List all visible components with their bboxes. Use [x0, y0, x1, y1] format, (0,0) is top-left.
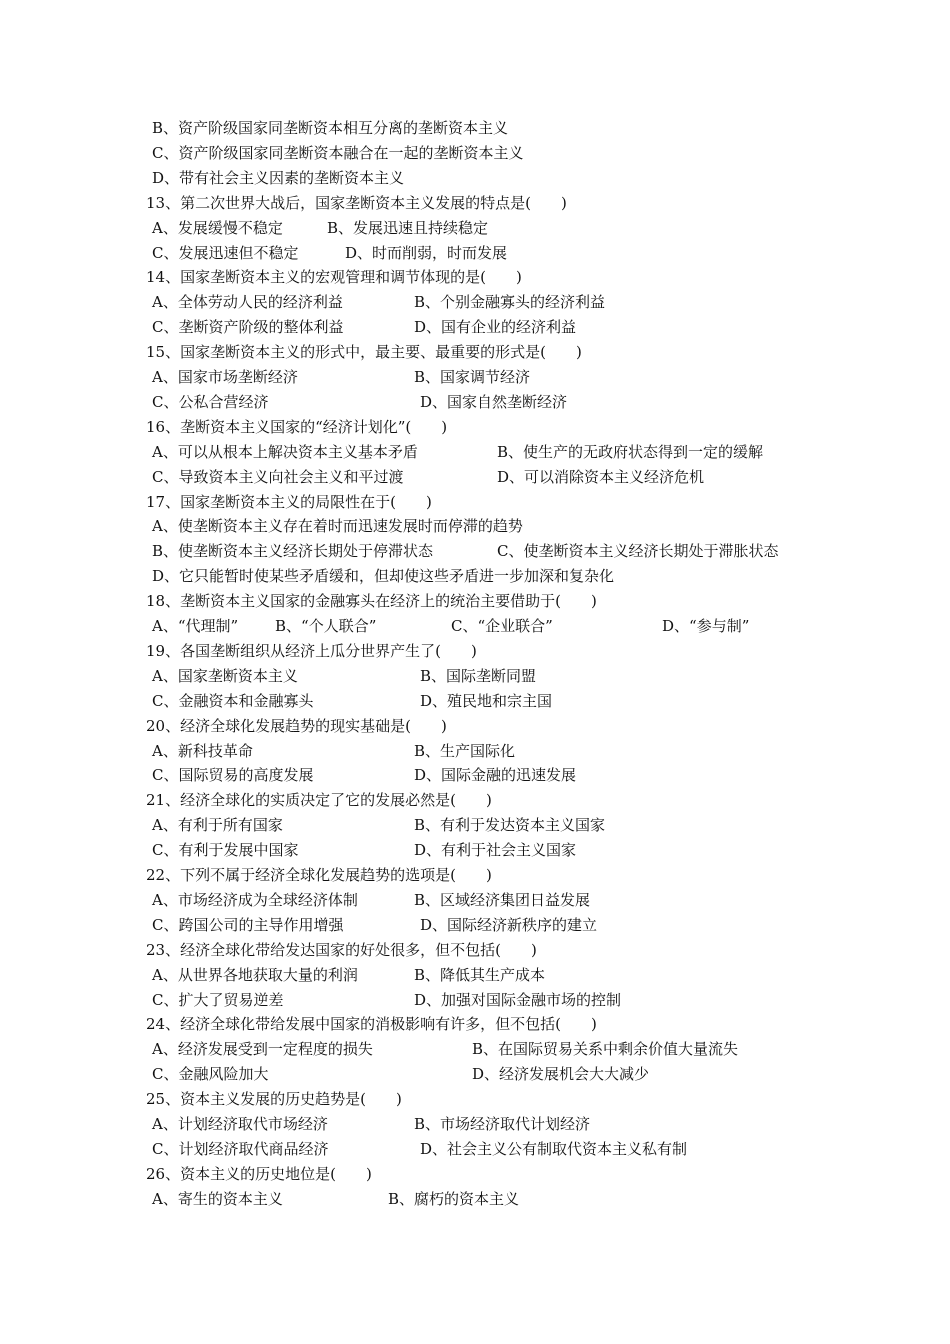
answer-option: B、“个人联合” — [275, 617, 377, 635]
answer-option: D、带有社会主义因素的垄断资本主义 — [152, 168, 405, 187]
option-row — [0, 514, 950, 539]
answer-option: D、有利于社会主义国家 — [414, 841, 577, 860]
answer-option: A、从世界各地获取大量的利润 — [152, 965, 358, 984]
answer-option: D、它只能暂时使某些矛盾缓和，但却使这些矛盾进一步加深和复杂化 — [152, 567, 615, 586]
option-row — [0, 838, 950, 863]
option-row — [0, 141, 950, 166]
answer-option: C、公私合营经济 — [152, 392, 269, 411]
question-stem: 25、资本主义发展的历史趋势是( ) — [146, 1090, 402, 1109]
option-row — [0, 614, 950, 639]
question-stem: 18、垄断资本主义国家的金融寡头在经济上的统治主要借助于( ) — [146, 592, 597, 611]
option-row — [0, 1062, 950, 1087]
answer-option: C、金融资本和金融寡头 — [152, 691, 314, 710]
option-row — [0, 440, 950, 465]
answer-option: D、国有企业的经济利益 — [414, 318, 577, 337]
option-row — [0, 539, 950, 564]
question-stem: 14、国家垄断资本主义的宏观管理和调节体现的是( ) — [146, 268, 522, 287]
answer-option: C、有利于发展中国家 — [152, 841, 299, 860]
answer-option: A、市场经济成为全球经济体制 — [152, 890, 358, 909]
option-row — [0, 116, 950, 141]
option-row — [0, 564, 950, 589]
answer-option: C、计划经济取代商品经济 — [152, 1139, 329, 1158]
answer-option: C、扩大了贸易逆差 — [152, 990, 284, 1009]
answer-option: A、可以从根本上解决资本主义基本矛盾 — [152, 442, 418, 461]
answer-option: C、国际贸易的高度发展 — [152, 766, 314, 785]
option-row — [0, 664, 950, 689]
question-stem: 26、资本主义的历史地位是( ) — [146, 1164, 372, 1183]
answer-option: C、垄断资产阶级的整体利益 — [152, 318, 344, 337]
option-row — [0, 813, 950, 838]
answer-option: C、金融风险加大 — [152, 1065, 269, 1084]
option-row — [0, 888, 950, 913]
answer-option: B、国际垄断同盟 — [420, 666, 537, 685]
answer-option: B、个别金融寡头的经济利益 — [414, 293, 606, 312]
question-stem: 20、经济全球化发展趋势的现实基础是( ) — [146, 716, 447, 735]
option-row — [0, 290, 950, 315]
answer-option: C、“企业联合” — [451, 617, 553, 635]
answer-option: B、降低其生产成本 — [414, 965, 546, 984]
answer-option: B、使生产的无政府状态得到一定的缓解 — [497, 442, 764, 461]
option-row — [0, 913, 950, 938]
option-row — [0, 1137, 950, 1162]
answer-option: A、“代理制” — [152, 617, 239, 635]
answer-option: C、导致资本主义向社会主义和平过渡 — [152, 467, 404, 486]
answer-option: A、国家市场垄断经济 — [152, 368, 298, 386]
answer-option: B、生产国际化 — [414, 741, 516, 760]
answer-option: D、时而削弱，时而发展 — [345, 243, 508, 262]
option-row — [0, 763, 950, 788]
question-stem: 23、经济全球化带给发达国家的好处很多，但不包括( ) — [146, 940, 537, 959]
option-row — [0, 988, 950, 1013]
answer-option: D、经济发展机会大大减少 — [472, 1065, 650, 1084]
answer-option: C、发展迅速但不稳定 — [152, 243, 299, 262]
answer-option: C、使垄断资本主义经济长期处于滞胀状态 — [497, 542, 779, 561]
option-row — [0, 963, 950, 988]
answer-option: D、国际金融的迅速发展 — [414, 766, 577, 785]
question-stem: 22、下列不属于经济全球化发展趋势的选项是( ) — [146, 866, 492, 884]
question-stem: 17、国家垄断资本主义的局限性在于( ) — [146, 492, 432, 511]
answer-option: A、发展缓慢不稳定 — [152, 218, 283, 237]
answer-option: D、殖民地和宗主国 — [420, 691, 553, 710]
answer-option: D、可以消除资本主义经济危机 — [497, 467, 705, 486]
answer-option: C、资产阶级国家同垄断资本融合在一起的垄断资本主义 — [152, 143, 524, 162]
option-row — [0, 390, 950, 415]
option-row — [0, 166, 950, 191]
answer-option: B、市场经济取代计划经济 — [414, 1115, 591, 1133]
answer-option: A、经济发展受到一定程度的损失 — [152, 1040, 373, 1059]
answer-option: A、国家垄断资本主义 — [152, 666, 298, 685]
answer-option: B、腐朽的资本主义 — [388, 1189, 520, 1208]
answer-option: B、在国际贸易关系中剩余价值大量流失 — [472, 1040, 739, 1059]
option-row — [0, 365, 950, 390]
option-row — [0, 315, 950, 340]
question-stem: 21、经济全球化的实质决定了它的发展必然是( ) — [146, 791, 492, 810]
question-stem: 15、国家垄断资本主义的形式中，最主要、最重要的形式是( ) — [146, 343, 582, 362]
answer-option: B、区域经济集团日益发展 — [414, 890, 591, 909]
answer-option: A、全体劳动人民的经济利益 — [152, 293, 343, 312]
option-row — [0, 739, 950, 764]
answer-option: D、“参与制” — [662, 617, 750, 635]
option-row — [0, 689, 950, 714]
answer-option: B、有利于发达资本主义国家 — [414, 816, 606, 835]
answer-option: D、国家自然垄断经济 — [420, 392, 568, 411]
answer-option: A、计划经济取代市场经济 — [152, 1115, 328, 1133]
answer-option: B、国家调节经济 — [414, 368, 531, 386]
answer-option: C、跨国公司的主导作用增强 — [152, 915, 344, 934]
answer-option: A、寄生的资本主义 — [152, 1189, 283, 1208]
answer-option: D、国际经济新秩序的建立 — [420, 915, 598, 934]
answer-option: D、加强对国际金融市场的控制 — [414, 990, 622, 1009]
option-row — [0, 1037, 950, 1062]
question-stem: 13、第二次世界大战后，国家垄断资本主义发展的特点是( ) — [146, 193, 567, 212]
answer-option: A、有利于所有国家 — [152, 816, 283, 835]
answer-option: B、发展迅速且持续稳定 — [327, 218, 489, 237]
question-stem: 16、垄断资本主义国家的“经济计划化”( ) — [146, 417, 448, 436]
answer-option: A、新科技革命 — [152, 741, 253, 760]
answer-option: B、资产阶级国家同垄断资本相互分离的垄断资本主义 — [152, 119, 509, 137]
question-stem: 19、各国垄断组织从经济上瓜分世界产生了( ) — [146, 641, 477, 660]
option-row — [0, 241, 950, 266]
answer-option: B、使垄断资本主义经济长期处于停滞状态 — [152, 542, 434, 561]
option-row — [0, 1187, 950, 1212]
option-row — [0, 465, 950, 490]
option-row — [0, 1112, 950, 1137]
answer-option: D、社会主义公有制取代资本主义私有制 — [420, 1139, 688, 1158]
question-stem: 24、经济全球化带给发展中国家的消极影响有许多，但不包括( ) — [146, 1015, 597, 1034]
answer-option: A、使垄断资本主义存在着时而迅速发展时而停滞的趋势 — [152, 517, 523, 536]
option-row — [0, 216, 950, 241]
